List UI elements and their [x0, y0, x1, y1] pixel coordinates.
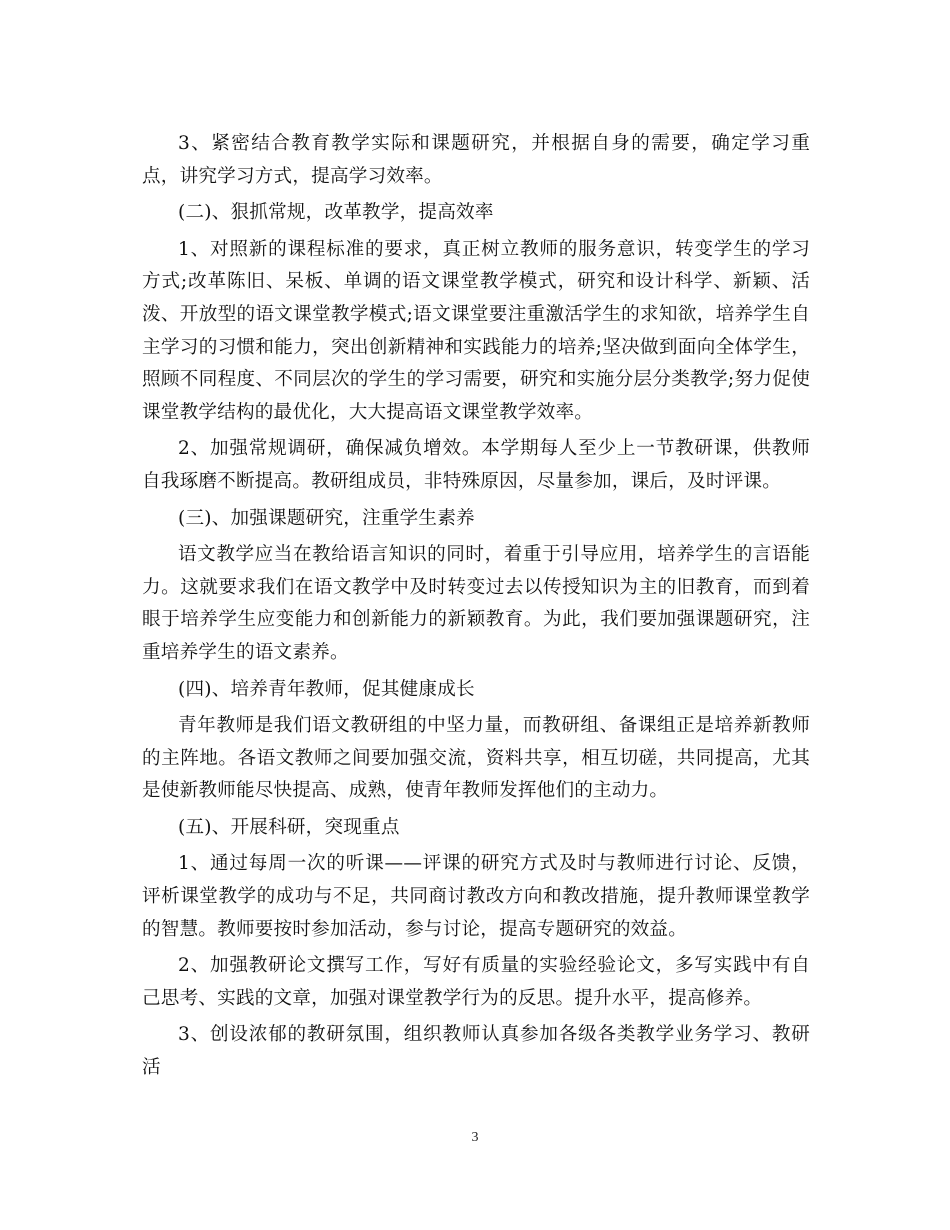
paragraph-young-teachers: 青年教师是我们语文教研组的中坚力量，而教研组、备课组正是培养新教师的主阵地。各语文教师之间要加强交流，资料共享，相互切磋，共同提高，尤其是使新教师能尽快提高、成熟，使青年教师发挥他们的主动力。 [142, 715, 810, 802]
page-number: 3 [471, 1130, 479, 1145]
paragraph-language-literacy: 语文教学应当在教给语言知识的同时，着重于引导应用，培养学生的言语能力。这就要求我们在语文教学中及时转变过去以传授知识为主的旧教育，而到着眼于培养学生应变能力和创新能力的新颖教育。为此，我们要加强课题研究，注重培养学生的语文素养。 [142, 544, 810, 663]
paragraph-study-focus: 3、紧密结合教育教学实际和课题研究，并根据自身的需要，确定学习重点，讲究学习方式，提高学习效率。 [142, 133, 810, 187]
paragraph-routine-research: 2、加强常规调研，确保减负增效。本学期每人至少上一节教研课，供教师自我琢磨不断提高。教研组成员，非特殊原因，尽量参加，课后，及时评课。 [142, 438, 810, 492]
paragraph-research-atmosphere: 3、创设浓郁的教研氛围，组织教师认真参加各级各类教学业务学习、教研活 [142, 1024, 810, 1079]
section-heading-5: (五)、开展科研，突现重点 [178, 816, 400, 838]
section-heading-4: (四)、培养青年教师，促其健康成长 [178, 678, 475, 700]
paragraph-curriculum-reform: 1、对照新的课程标准的要求，真正树立教师的服务意识，转变学生的学习方式;改革陈旧、呆板、单调的语文课堂教学模式，研究和设计科学、新颖、活泼、开放型的语文课堂教学模式;语文课堂要注重激活学生的求知欲，培养学生自主学习的习惯和能力，突出创新精神和实践能力的培养;坚决做到面向全体学生，照顾不同程度、不同层次的学生的学习需要，研究和实施分层分类教学;努力促使课堂教学结构的最优化，大大提高语文课堂教学效率。 [142, 238, 810, 423]
paragraph-lesson-evaluation: 1、通过每周一次的听课——评课的研究方式及时与教师进行讨论、反馈，评析课堂教学的成功与不足，共同商讨教改方向和教改措施，提升教师课堂教学的智慧。教师要按时参加活动，参与讨论，提高专题研究的效益。 [142, 853, 810, 940]
section-heading-3: (三)、加强课题研究，注重学生素养 [178, 507, 475, 529]
section-heading-2: (二)、狠抓常规，改革教学，提高效率 [178, 202, 494, 224]
paragraph-research-papers: 2、加强教研论文撰写工作，写好有质量的实验经验论文，多写实践中有自己思考、实践的文章，加强对课堂教学行为的反思。提升水平，提高修养。 [142, 955, 810, 1009]
document-body [142, 128, 810, 1089]
